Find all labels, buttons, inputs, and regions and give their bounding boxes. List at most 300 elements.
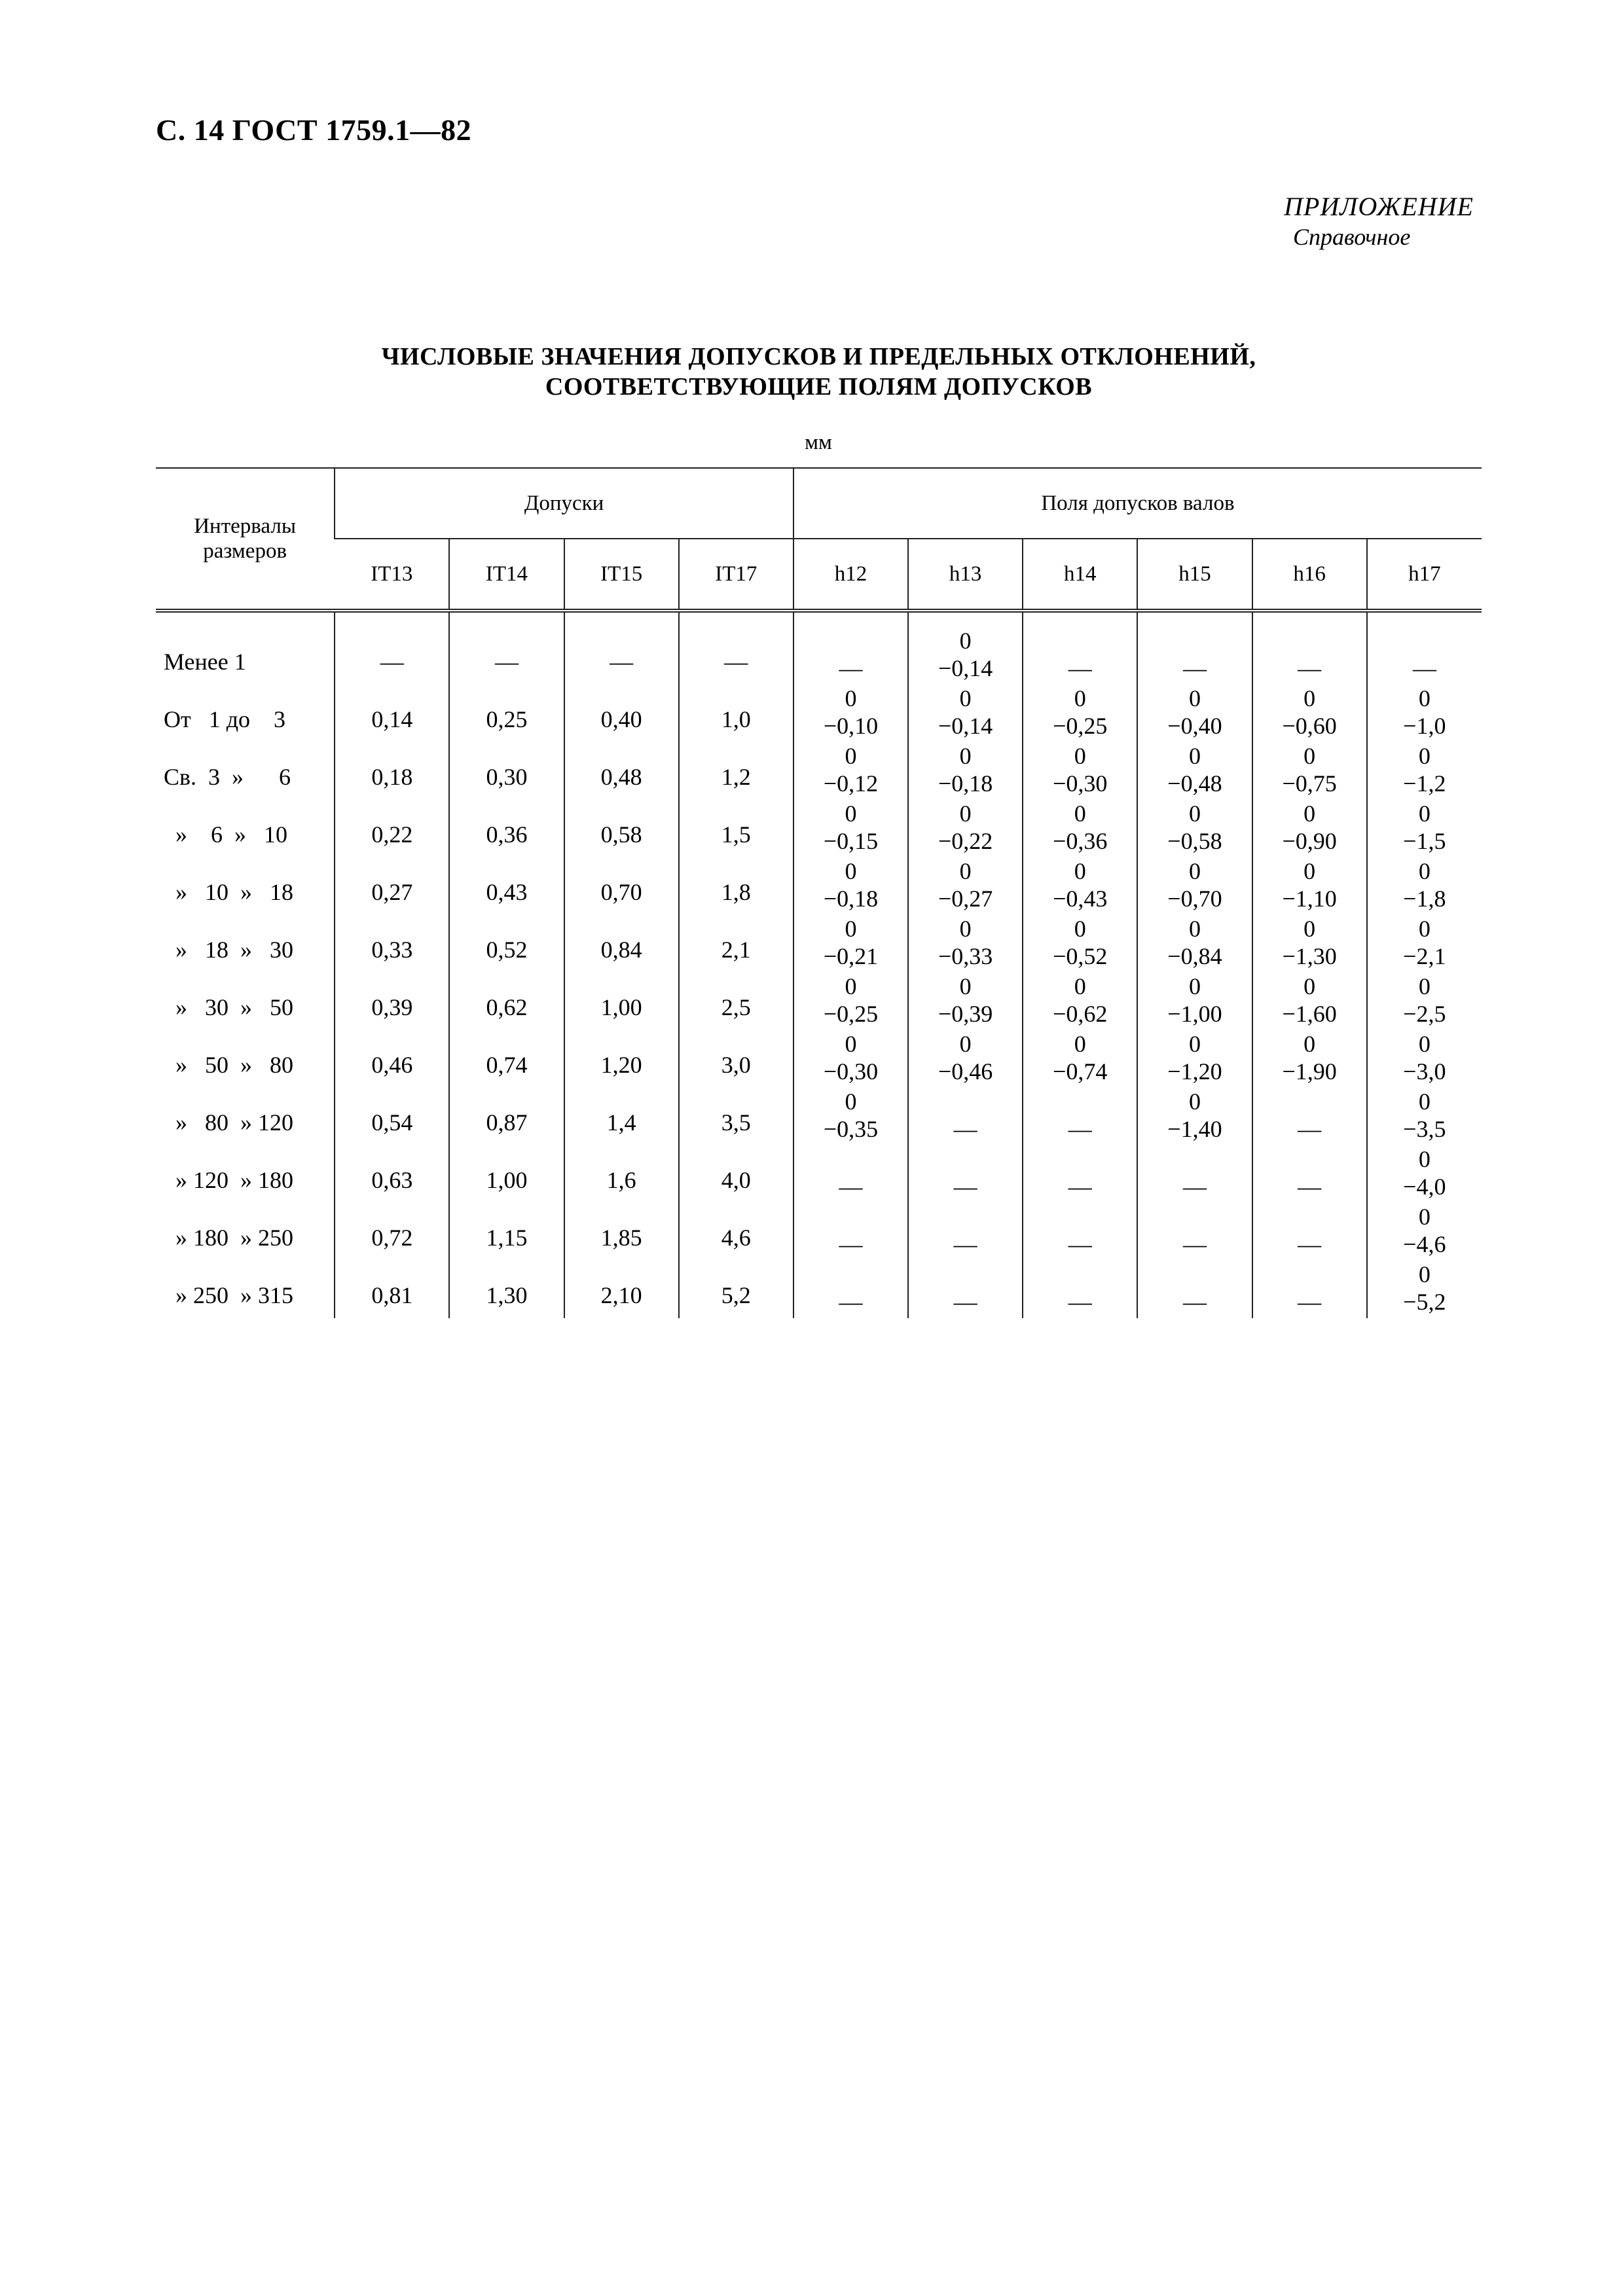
upper-deviation: 0 bbox=[1418, 858, 1431, 884]
tolerance-cell bbox=[335, 611, 449, 685]
lower-deviation: −0,15 bbox=[823, 828, 879, 854]
tolerance-cell bbox=[335, 1088, 449, 1145]
upper-deviation bbox=[1023, 627, 1137, 655]
deviation-cell bbox=[1137, 1261, 1252, 1318]
column-header-it15: IT15 bbox=[564, 539, 679, 611]
upper-deviation bbox=[1138, 627, 1251, 655]
page-header: С. 14 ГОСТ 1759.1—82 bbox=[156, 113, 472, 147]
interval-label: » 50 » 80 bbox=[164, 1052, 293, 1078]
upper-deviation bbox=[794, 1145, 907, 1173]
upper-deviation: 0 bbox=[845, 1088, 857, 1115]
upper-deviation bbox=[909, 1203, 1022, 1230]
tolerance-cell bbox=[564, 611, 679, 685]
table-row bbox=[156, 611, 1482, 685]
upper-deviation: 0 bbox=[1074, 743, 1086, 769]
upper-deviation: 0 bbox=[1418, 973, 1431, 999]
tolerance-value: 0,40 bbox=[600, 706, 642, 732]
upper-deviation bbox=[1253, 1203, 1366, 1230]
deviation-cell bbox=[1367, 611, 1482, 685]
interval-label: » 80 » 120 bbox=[164, 1109, 293, 1136]
lower-deviation: — bbox=[1412, 655, 1436, 681]
upper-deviation bbox=[794, 627, 907, 655]
lower-deviation: −0,62 bbox=[1053, 1001, 1108, 1027]
lower-deviation: −1,5 bbox=[1403, 828, 1446, 854]
lower-deviation: — bbox=[953, 1289, 977, 1315]
lower-deviation: −0,90 bbox=[1282, 828, 1337, 854]
table-row bbox=[156, 915, 1482, 973]
deviation-cell bbox=[1137, 857, 1252, 915]
lower-deviation: −0,30 bbox=[823, 1058, 879, 1085]
lower-deviation: −2,1 bbox=[1403, 943, 1446, 969]
interval-label: » 180 » 250 bbox=[164, 1225, 293, 1251]
upper-deviation: 0 bbox=[1418, 743, 1431, 769]
tolerance-cell bbox=[679, 685, 793, 742]
lower-deviation: — bbox=[953, 1174, 977, 1200]
deviation-cell bbox=[1137, 1088, 1252, 1145]
upper-deviation: 0 bbox=[1074, 916, 1086, 942]
deviation-cell bbox=[1023, 742, 1137, 800]
tolerance-cell bbox=[335, 1203, 449, 1261]
lower-deviation: −0,18 bbox=[938, 770, 993, 797]
deviation-cell bbox=[908, 1088, 1023, 1145]
deviation-cell bbox=[1367, 800, 1482, 857]
table-row bbox=[156, 1030, 1482, 1088]
interval-label: » 18 » 30 bbox=[164, 937, 293, 963]
deviation-cell bbox=[793, 973, 908, 1030]
tolerance-value: 0,43 bbox=[486, 879, 528, 905]
tolerance-cell bbox=[449, 1203, 564, 1261]
deviation-cell bbox=[1137, 1203, 1252, 1261]
lower-deviation: −5,2 bbox=[1403, 1289, 1446, 1315]
lower-deviation: −1,40 bbox=[1167, 1116, 1222, 1142]
tolerance-cell bbox=[679, 1030, 793, 1088]
lower-deviation: −1,0 bbox=[1403, 713, 1446, 739]
lower-deviation: — bbox=[1068, 655, 1092, 681]
upper-deviation: 0 bbox=[845, 916, 857, 942]
tolerance-cell bbox=[564, 857, 679, 915]
tolerance-value: 0,52 bbox=[486, 937, 528, 963]
tolerance-cell bbox=[335, 1030, 449, 1088]
upper-deviation: 0 bbox=[1304, 916, 1316, 942]
upper-deviation: 0 bbox=[959, 916, 972, 942]
upper-deviation: 0 bbox=[959, 800, 972, 827]
tolerance-value: 0,18 bbox=[371, 764, 413, 790]
lower-deviation: −1,00 bbox=[1167, 1001, 1222, 1027]
table-row bbox=[156, 685, 1482, 742]
deviation-cell bbox=[908, 685, 1023, 742]
lower-deviation: −0,58 bbox=[1167, 828, 1222, 854]
deviation-cell bbox=[793, 857, 908, 915]
upper-deviation: 0 bbox=[959, 743, 972, 769]
interval-cell bbox=[156, 1261, 335, 1318]
table-row bbox=[156, 1261, 1482, 1318]
upper-deviation bbox=[909, 1088, 1022, 1115]
deviation-cell bbox=[1252, 742, 1367, 800]
tolerance-value: 4,6 bbox=[721, 1225, 751, 1251]
lower-deviation: −0,10 bbox=[823, 713, 879, 739]
deviation-cell bbox=[1137, 915, 1252, 973]
deviation-cell bbox=[1252, 1145, 1367, 1203]
tolerance-cell bbox=[564, 915, 679, 973]
tolerance-cell bbox=[564, 800, 679, 857]
deviation-cell bbox=[1137, 1030, 1252, 1088]
upper-deviation: 0 bbox=[845, 743, 857, 769]
tolerance-cell bbox=[449, 1145, 564, 1203]
lower-deviation: — bbox=[1182, 1174, 1207, 1200]
interval-header: Интервалы размеров bbox=[156, 468, 335, 611]
deviation-cell bbox=[793, 1203, 908, 1261]
tolerance-cell bbox=[564, 742, 679, 800]
lower-deviation: −3,5 bbox=[1403, 1116, 1446, 1142]
appendix-title: ПРИЛОЖЕНИЕ bbox=[1284, 192, 1474, 221]
interval-cell bbox=[156, 685, 335, 742]
deviation-cell bbox=[1023, 1203, 1137, 1261]
lower-deviation: — bbox=[953, 1231, 977, 1257]
unit-label: мм bbox=[805, 431, 832, 454]
tolerance-cell bbox=[564, 1261, 679, 1318]
tolerance-value: 0,74 bbox=[486, 1052, 528, 1078]
upper-deviation: 0 bbox=[1304, 685, 1316, 711]
deviation-cell bbox=[793, 1088, 908, 1145]
column-header-h13: h13 bbox=[908, 539, 1023, 611]
tolerance-cell bbox=[679, 973, 793, 1030]
upper-deviation: 0 bbox=[1074, 1031, 1086, 1057]
tolerance-cell bbox=[449, 1030, 564, 1088]
tolerance-cell bbox=[449, 915, 564, 973]
upper-deviation: 0 bbox=[845, 858, 857, 884]
upper-deviation: 0 bbox=[1188, 743, 1201, 769]
tolerances-group-header: Допуски bbox=[335, 468, 793, 539]
upper-deviation: 0 bbox=[1418, 1031, 1431, 1057]
lower-deviation: −1,60 bbox=[1282, 1001, 1337, 1027]
tolerance-cell bbox=[679, 1261, 793, 1318]
lower-deviation: −0,40 bbox=[1167, 713, 1222, 739]
lower-deviation: — bbox=[1068, 1289, 1092, 1315]
upper-deviation bbox=[1023, 1261, 1137, 1288]
tolerance-value: 0,84 bbox=[600, 937, 642, 963]
upper-deviation: 0 bbox=[1304, 743, 1316, 769]
upper-deviation: 0 bbox=[1074, 973, 1086, 999]
tolerance-value: — bbox=[494, 649, 519, 675]
tolerance-cell bbox=[449, 1261, 564, 1318]
upper-deviation: 0 bbox=[1418, 916, 1431, 942]
interval-cell bbox=[156, 1030, 335, 1088]
tolerance-value: 0,36 bbox=[486, 821, 528, 848]
interval-label: » 120 » 180 bbox=[164, 1167, 293, 1193]
lower-deviation: — bbox=[1068, 1231, 1092, 1257]
deviation-cell bbox=[1252, 857, 1367, 915]
lower-deviation: — bbox=[1298, 1116, 1322, 1142]
upper-deviation bbox=[794, 1261, 907, 1288]
tolerance-value: 1,15 bbox=[486, 1225, 528, 1251]
upper-deviation bbox=[794, 1203, 907, 1230]
deviation-cell bbox=[793, 685, 908, 742]
deviation-cell bbox=[1252, 685, 1367, 742]
column-header-h12: h12 bbox=[793, 539, 908, 611]
upper-deviation: 0 bbox=[959, 1031, 972, 1057]
tolerance-table bbox=[156, 467, 1482, 1318]
deviation-cell bbox=[1023, 800, 1137, 857]
lower-deviation: −0,14 bbox=[938, 655, 993, 681]
tolerance-cell bbox=[449, 800, 564, 857]
tolerance-value: 0,48 bbox=[600, 764, 642, 790]
upper-deviation: 0 bbox=[959, 858, 972, 884]
tolerance-cell bbox=[564, 1203, 679, 1261]
tolerance-cell bbox=[335, 915, 449, 973]
tolerance-cell bbox=[449, 742, 564, 800]
interval-label: » 30 » 50 bbox=[164, 994, 293, 1020]
upper-deviation bbox=[1253, 1088, 1366, 1115]
lower-deviation: −0,48 bbox=[1167, 770, 1222, 797]
column-header-h15: h15 bbox=[1137, 539, 1252, 611]
interval-cell bbox=[156, 1145, 335, 1203]
tolerance-value: 0,72 bbox=[371, 1225, 413, 1251]
tolerance-value: 1,2 bbox=[721, 764, 751, 790]
deviation-cell bbox=[908, 611, 1023, 685]
lower-deviation: −2,5 bbox=[1403, 1001, 1446, 1027]
tolerance-value: — bbox=[380, 649, 404, 675]
lower-deviation: — bbox=[1298, 1289, 1322, 1315]
tolerance-cell bbox=[679, 1088, 793, 1145]
deviation-cell bbox=[793, 742, 908, 800]
deviation-cell bbox=[793, 1030, 908, 1088]
deviation-cell bbox=[908, 973, 1023, 1030]
lower-deviation: −0,33 bbox=[938, 943, 993, 969]
column-header-it17: IT17 bbox=[679, 539, 793, 611]
deviation-cell bbox=[1023, 685, 1137, 742]
tolerance-value: 4,0 bbox=[721, 1167, 751, 1193]
lower-deviation: — bbox=[1068, 1116, 1092, 1142]
upper-deviation: 0 bbox=[1304, 973, 1316, 999]
deviation-cell bbox=[1023, 1088, 1137, 1145]
deviation-cell bbox=[1367, 685, 1482, 742]
shaft-fields-group-header: Поля допусков валов bbox=[793, 468, 1482, 539]
tolerance-cell bbox=[449, 857, 564, 915]
lower-deviation: — bbox=[1182, 1289, 1207, 1315]
lower-deviation: −0,21 bbox=[823, 943, 879, 969]
tolerance-cell bbox=[679, 1145, 793, 1203]
upper-deviation bbox=[1023, 1088, 1137, 1115]
lower-deviation: −0,14 bbox=[938, 713, 993, 739]
upper-deviation bbox=[1138, 1203, 1251, 1230]
lower-deviation: −1,10 bbox=[1282, 886, 1337, 912]
tolerance-value: 2,1 bbox=[721, 937, 751, 963]
lower-deviation: −0,43 bbox=[1053, 886, 1108, 912]
deviation-cell bbox=[908, 1030, 1023, 1088]
appendix-label bbox=[1284, 191, 1474, 251]
interval-label: От 1 до 3 bbox=[164, 706, 286, 732]
tolerance-value: 0,39 bbox=[371, 994, 413, 1020]
appendix-note: Справочное bbox=[1293, 224, 1411, 250]
deviation-cell bbox=[1137, 800, 1252, 857]
upper-deviation: 0 bbox=[1074, 800, 1086, 827]
interval-cell bbox=[156, 973, 335, 1030]
tolerance-cell bbox=[449, 685, 564, 742]
tolerance-value: 2,10 bbox=[600, 1282, 642, 1308]
tolerance-value: — bbox=[724, 649, 748, 675]
upper-deviation: 0 bbox=[1188, 685, 1201, 711]
deviation-cell bbox=[1367, 857, 1482, 915]
upper-deviation: 0 bbox=[1418, 1088, 1431, 1115]
upper-deviation bbox=[1138, 1261, 1251, 1288]
upper-deviation bbox=[1368, 627, 1482, 655]
upper-deviation bbox=[909, 1261, 1022, 1288]
tolerance-value: 0,54 bbox=[371, 1109, 413, 1136]
tolerance-cell bbox=[679, 857, 793, 915]
tolerance-value: 0,27 bbox=[371, 879, 413, 905]
lower-deviation: −4,6 bbox=[1403, 1231, 1446, 1257]
table-row bbox=[156, 742, 1482, 800]
upper-deviation bbox=[1253, 1261, 1366, 1288]
deviation-cell bbox=[908, 742, 1023, 800]
deviation-cell bbox=[1367, 973, 1482, 1030]
interval-cell bbox=[156, 742, 335, 800]
deviation-cell bbox=[908, 800, 1023, 857]
upper-deviation: 0 bbox=[1418, 800, 1431, 827]
lower-deviation: −0,18 bbox=[823, 886, 879, 912]
table-title-line-1: ЧИСЛОВЫЕ ЗНАЧЕНИЯ ДОПУСКОВ И ПРЕДЕЛЬНЫХ ОТКЛОНЕНИЙ, bbox=[381, 343, 1256, 370]
upper-deviation: 0 bbox=[1074, 685, 1086, 711]
interval-label: Менее 1 bbox=[164, 649, 246, 675]
lower-deviation: −0,84 bbox=[1167, 943, 1222, 969]
tolerance-value: 1,85 bbox=[600, 1225, 642, 1251]
tolerance-value: 0,58 bbox=[600, 821, 642, 848]
tolerance-value: 3,0 bbox=[721, 1052, 751, 1078]
upper-deviation: 0 bbox=[845, 685, 857, 711]
upper-deviation bbox=[1023, 1145, 1137, 1173]
tolerance-value: 1,00 bbox=[486, 1167, 528, 1193]
deviation-cell bbox=[793, 800, 908, 857]
tolerance-value: 0,33 bbox=[371, 937, 413, 963]
upper-deviation: 0 bbox=[845, 800, 857, 827]
deviation-cell bbox=[1252, 800, 1367, 857]
tolerance-value: 1,5 bbox=[721, 821, 751, 848]
deviation-cell bbox=[908, 1261, 1023, 1318]
interval-label: » 10 » 18 bbox=[164, 879, 293, 905]
tolerance-cell bbox=[449, 973, 564, 1030]
deviation-cell bbox=[1023, 1030, 1137, 1088]
lower-deviation: — bbox=[839, 1289, 863, 1315]
upper-deviation: 0 bbox=[1418, 1261, 1431, 1287]
deviation-cell bbox=[1367, 1145, 1482, 1203]
tolerance-value: 0,22 bbox=[371, 821, 413, 848]
upper-deviation bbox=[1253, 627, 1366, 655]
deviation-cell bbox=[1023, 973, 1137, 1030]
tolerance-value: 0,30 bbox=[486, 764, 528, 790]
deviation-cell bbox=[1137, 611, 1252, 685]
deviation-cell bbox=[793, 611, 908, 685]
lower-deviation: −0,12 bbox=[823, 770, 879, 797]
tolerance-cell bbox=[335, 1261, 449, 1318]
lower-deviation: −0,60 bbox=[1282, 713, 1337, 739]
lower-deviation: — bbox=[1068, 1174, 1092, 1200]
tolerance-value: 1,6 bbox=[606, 1167, 636, 1193]
deviation-cell bbox=[908, 857, 1023, 915]
upper-deviation: 0 bbox=[959, 685, 972, 711]
tolerance-cell bbox=[449, 611, 564, 685]
tolerance-value: 1,30 bbox=[486, 1282, 528, 1308]
tolerance-value: 3,5 bbox=[721, 1109, 751, 1136]
deviation-cell bbox=[1023, 915, 1137, 973]
table-row bbox=[156, 800, 1482, 857]
tolerance-cell bbox=[564, 1030, 679, 1088]
tolerance-value: 0,87 bbox=[486, 1109, 528, 1136]
lower-deviation: −0,30 bbox=[1053, 770, 1108, 797]
upper-deviation: 0 bbox=[1418, 1204, 1431, 1230]
deviation-cell bbox=[1252, 1088, 1367, 1145]
column-header-h14: h14 bbox=[1023, 539, 1137, 611]
tolerance-value: 2,5 bbox=[721, 994, 751, 1020]
deviation-cell bbox=[1367, 915, 1482, 973]
interval-cell bbox=[156, 915, 335, 973]
upper-deviation: 0 bbox=[1304, 800, 1316, 827]
lower-deviation: −1,8 bbox=[1403, 886, 1446, 912]
column-header-it14: IT14 bbox=[449, 539, 564, 611]
tolerance-cell bbox=[335, 685, 449, 742]
deviation-cell bbox=[1023, 857, 1137, 915]
deviation-cell bbox=[908, 1145, 1023, 1203]
deviation-cell bbox=[793, 1261, 908, 1318]
lower-deviation: −0,27 bbox=[938, 886, 993, 912]
deviation-cell bbox=[1252, 611, 1367, 685]
table-row bbox=[156, 973, 1482, 1030]
lower-deviation: −1,20 bbox=[1167, 1058, 1222, 1085]
tolerance-cell bbox=[564, 973, 679, 1030]
upper-deviation bbox=[1253, 1145, 1366, 1173]
deviation-cell bbox=[1023, 611, 1137, 685]
tolerance-cell bbox=[564, 1088, 679, 1145]
deviation-cell bbox=[1023, 1145, 1137, 1203]
table-row bbox=[156, 1145, 1482, 1203]
interval-cell bbox=[156, 611, 335, 685]
tolerance-value: 1,4 bbox=[606, 1109, 636, 1136]
deviation-cell bbox=[908, 915, 1023, 973]
lower-deviation: — bbox=[1298, 1174, 1322, 1200]
table-row bbox=[156, 1203, 1482, 1261]
interval-cell bbox=[156, 1203, 335, 1261]
tolerance-value: 0,62 bbox=[486, 994, 528, 1020]
lower-deviation: — bbox=[1182, 1231, 1207, 1257]
deviation-cell bbox=[908, 1203, 1023, 1261]
tolerance-cell bbox=[335, 1145, 449, 1203]
table-title bbox=[156, 342, 1482, 402]
interval-label: » 6 » 10 bbox=[164, 821, 287, 848]
deviation-cell bbox=[793, 915, 908, 973]
lower-deviation: — bbox=[839, 1231, 863, 1257]
lower-deviation: — bbox=[839, 655, 863, 681]
tolerance-value: — bbox=[610, 649, 634, 675]
upper-deviation: 0 bbox=[1304, 1031, 1316, 1057]
interval-label: » 250 » 315 bbox=[164, 1282, 293, 1308]
lower-deviation: −0,36 bbox=[1053, 828, 1108, 854]
upper-deviation bbox=[1023, 1203, 1137, 1230]
column-header-h16: h16 bbox=[1252, 539, 1367, 611]
deviation-cell bbox=[1367, 1030, 1482, 1088]
lower-deviation: — bbox=[1298, 655, 1322, 681]
table-row bbox=[156, 1088, 1482, 1145]
lower-deviation: −0,74 bbox=[1053, 1058, 1108, 1085]
upper-deviation: 0 bbox=[1074, 858, 1086, 884]
tolerance-cell bbox=[679, 800, 793, 857]
tolerance-cell bbox=[564, 685, 679, 742]
tolerance-cell bbox=[335, 742, 449, 800]
upper-deviation: 0 bbox=[1188, 1031, 1201, 1057]
interval-label: Св. 3 » 6 bbox=[164, 764, 291, 790]
upper-deviation: 0 bbox=[845, 1031, 857, 1057]
tolerance-value: 0,81 bbox=[371, 1282, 413, 1308]
deviation-cell bbox=[1367, 742, 1482, 800]
upper-deviation: 0 bbox=[1188, 973, 1201, 999]
